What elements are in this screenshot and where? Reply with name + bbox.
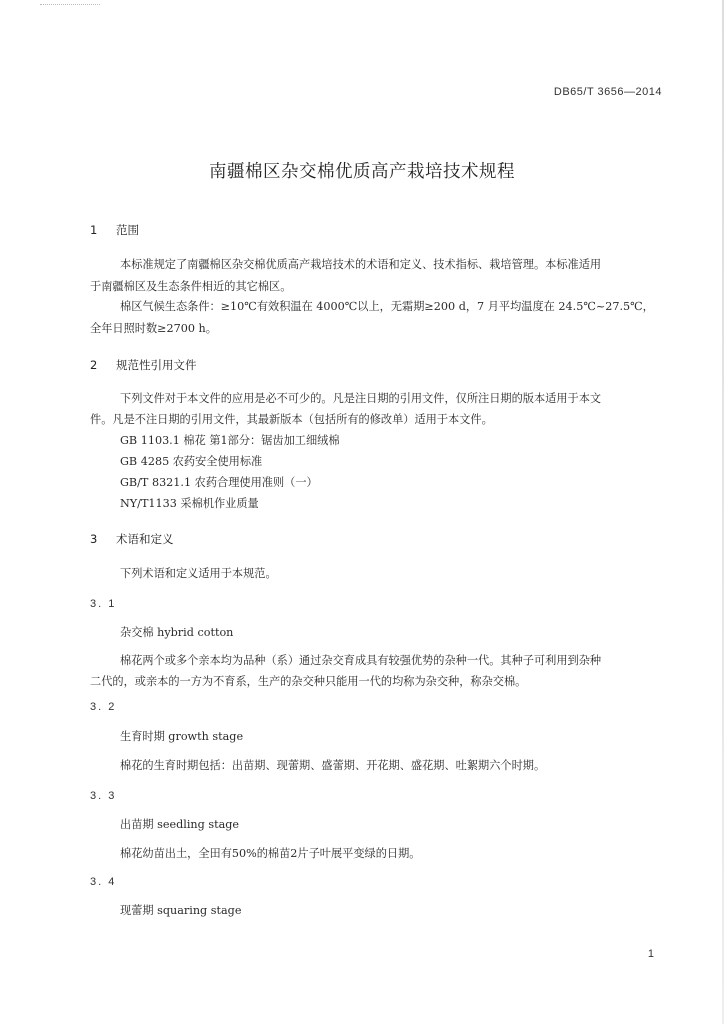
definition-line: 棉花的生育时期包括：出苗期、现蕾期、盛蕾期、开花期、盛花期、吐絮期六个时期。	[120, 759, 546, 772]
term-name: 生育时期 growth stage	[120, 730, 244, 743]
section-number: 2	[90, 358, 98, 372]
scan-artifact	[40, 4, 100, 9]
section-2-heading	[90, 357, 197, 373]
standard-code: DB65/T 3656—2014	[553, 86, 662, 98]
section-3-heading	[90, 531, 174, 547]
clause-number: 3. 2	[90, 701, 117, 713]
section-title: 规范性引用文件	[116, 358, 197, 372]
paragraph-line: 棉区气候生态条件：≥10℃有效积温在 4000℃以上，无霜期≥200 d，7 月平均温度在 24.5℃~27.5℃，	[120, 300, 654, 313]
reference-item: GB 1103.1 棉花 第1部分：锯齿加工细绒棉	[120, 434, 340, 447]
reference-item: NY/T1133 采棉机作业质量	[120, 497, 259, 510]
section-number: 1	[90, 223, 98, 237]
paragraph-line: 全年日照时数≥2700 h。	[90, 322, 217, 335]
paragraph-line: 下列术语和定义适用于本规范。	[120, 567, 277, 580]
clause-number: 3. 1	[90, 598, 117, 610]
definition-line: 棉花幼苗出土，全田有50%的棉苗2片子叶展平变绿的日期。	[120, 847, 421, 860]
paragraph-line: 于南疆棉区及生态条件相近的其它棉区。	[90, 280, 292, 293]
section-1-heading	[90, 222, 139, 238]
term-name: 杂交棉 hybrid cotton	[120, 626, 234, 639]
definition-line: 二代的，或亲本的一方为不育系，生产的杂交种只能用一代的均称为杂交种，称杂交棉。	[90, 675, 527, 688]
paragraph-line: 件。凡是不注日期的引用文件，其最新版本（包括所有的修改单）适用于本文件。	[90, 413, 493, 426]
term-name: 现蕾期 squaring stage	[120, 904, 242, 917]
definition-line: 棉花两个或多个亲本均为品种（系）通过杂交育成具有较强优势的杂种一代。其种子可利用到杂种	[120, 654, 602, 667]
reference-item: GB 4285 农药安全使用标准	[120, 455, 263, 468]
page-number: 1	[647, 948, 654, 960]
clause-number: 3. 3	[90, 790, 117, 802]
paragraph-line: 本标准规定了南疆棉区杂交棉优质高产栽培技术的术语和定义、技术指标、栽培管理。本标准适用	[120, 258, 602, 271]
document-title: 南疆棉区杂交棉优质高产栽培技术规程	[209, 162, 515, 182]
reference-item: GB/T 8321.1 农药合理使用准则（一）	[120, 476, 318, 489]
paragraph-line: 下列文件对于本文件的应用是必不可少的。凡是注日期的引用文件，仅所注日期的版本适用于本文	[120, 392, 602, 405]
section-number: 3	[90, 532, 98, 546]
clause-number: 3. 4	[90, 876, 117, 888]
section-title: 术语和定义	[116, 532, 174, 546]
term-name: 出苗期 seedling stage	[120, 818, 240, 831]
section-title: 范围	[116, 223, 139, 237]
